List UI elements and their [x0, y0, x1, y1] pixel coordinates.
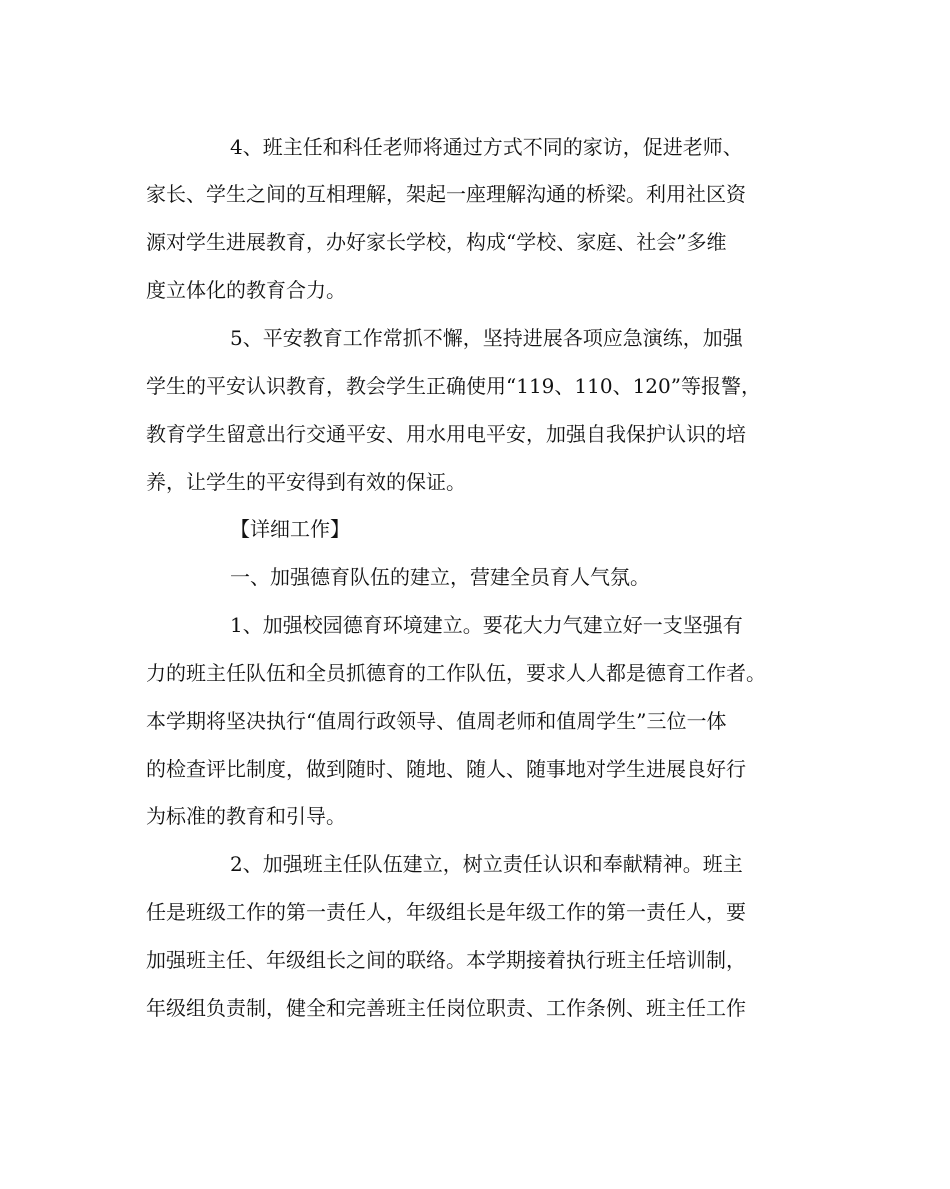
paragraph-1-line-4: 的检查评比制度，做到随时、随地、随人、随事地对学生进展良好行 [146, 757, 746, 781]
paragraph-2-line-1: 2、加强班主任队伍建立，树立责任认识和奉献精神。班主 [230, 852, 743, 876]
paragraph-4-line-2: 家长、学生之间的互相理解，架起一座理解沟通的桥梁。利用社区资 [146, 182, 746, 206]
paragraph-2-line-2: 任是班级工作的第一责任人，年级组长是年级工作的第一责任人，要 [146, 900, 746, 924]
paragraph-4-line-1: 4、班主任和科任老师将通过方式不同的家访，促进老师、 [230, 135, 743, 159]
paragraph-5-line-1: 5、平安教育工作常抓不懈，坚持进展各项应急演练，加强 [230, 326, 743, 350]
paragraph-2-line-3: 加强班主任、年级组长之间的联络。本学期接着执行班主任培训制， [146, 948, 746, 972]
paragraph-2-line-4: 年级组负责制，健全和完善班主任岗位职责、工作条例、班主任工作 [146, 996, 746, 1020]
paragraph-5-line-4: 养，让学生的平安得到有效的保证。 [146, 470, 466, 494]
paragraph-5-line-2: 学生的平安认识教育，教会学生正确使用“119、110、120”等报警， [146, 374, 761, 398]
paragraph-4-line-3: 源对学生进展教育，办好家长学校，构成“学校、家庭、社会”多维 [146, 230, 727, 254]
paragraph-1-line-2: 力的班主任队伍和全员抓德育的工作队伍，要求人人都是德育工作者。 [146, 661, 766, 685]
section-heading: 【详细工作】 [230, 517, 350, 541]
paragraph-1-line-3: 本学期将坚决执行“值周行政领导、值周老师和值周学生”三位一体 [146, 709, 727, 733]
paragraph-4-line-4: 度立体化的教育合力。 [146, 278, 346, 302]
paragraph-5-line-3: 教育学生留意出行交通平安、用水用电平安，加强自我保护认识的培 [146, 422, 746, 446]
subsection-heading-1: 一、加强德育队伍的建立，营建全员育人气氛。 [230, 565, 650, 589]
paragraph-1-line-5: 为标准的教育和引导。 [146, 804, 346, 828]
paragraph-1-line-1: 1、加强校园德育环境建立。要花大力气建立好一支坚强有 [230, 613, 743, 637]
